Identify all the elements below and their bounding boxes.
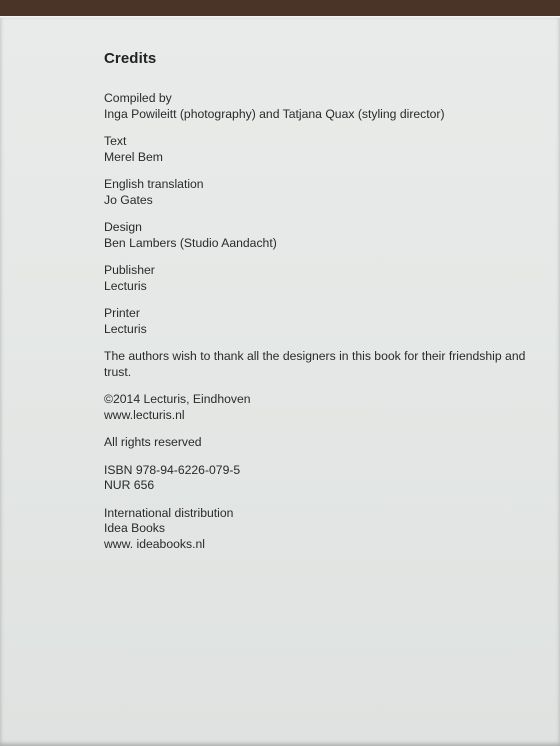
publisher-website: www.lecturis.nl: [104, 407, 185, 422]
credit-printer: [104, 306, 544, 337]
distribution-label: International distribution: [104, 505, 234, 520]
credit-label: Publisher: [104, 263, 155, 277]
copyright-line: ©2014 Lecturis, Eindhoven: [104, 392, 251, 406]
rights-text: All rights reserved: [104, 435, 202, 449]
credit-translation: [104, 177, 544, 208]
acknowledgement: [104, 349, 544, 380]
nur-code: NUR 656: [104, 478, 155, 492]
credit-value: Inga Powileitt (photography) and Tatjana Quax (styling director): [104, 106, 445, 121]
credit-compiled-by: [104, 91, 544, 122]
isbn-number: ISBN 978-94-6226-079-5: [104, 462, 241, 477]
credit-design: [104, 220, 544, 251]
credit-text: [104, 134, 544, 165]
credit-value: Lecturis: [104, 321, 147, 336]
credit-value: Jo Gates: [104, 192, 153, 207]
credit-value: Merel Bem: [104, 149, 163, 164]
credit-publisher: [104, 263, 544, 294]
distribution-block: [104, 506, 544, 553]
credit-label: Text: [104, 134, 127, 148]
credit-value: Ben Lambers (Studio Aandacht): [104, 235, 277, 250]
book-page: [0, 18, 560, 746]
copyright-block: [104, 392, 544, 423]
credit-value: Lecturis: [104, 278, 147, 293]
credit-label: Design: [104, 220, 142, 234]
thanks-text: The authors wish to thank all the designers in this book for their friendship and trust.: [104, 349, 526, 379]
credit-label: English translation: [104, 177, 204, 191]
credit-label: Printer: [104, 306, 140, 320]
distributor-website: www. ideabooks.nl: [104, 536, 205, 551]
credits-content: [104, 50, 544, 564]
rights-block: [104, 435, 544, 451]
page-title: Credits: [104, 50, 157, 67]
credit-label: Compiled by: [104, 91, 172, 105]
isbn-block: [104, 463, 544, 494]
distributor-name: Idea Books: [104, 521, 165, 535]
